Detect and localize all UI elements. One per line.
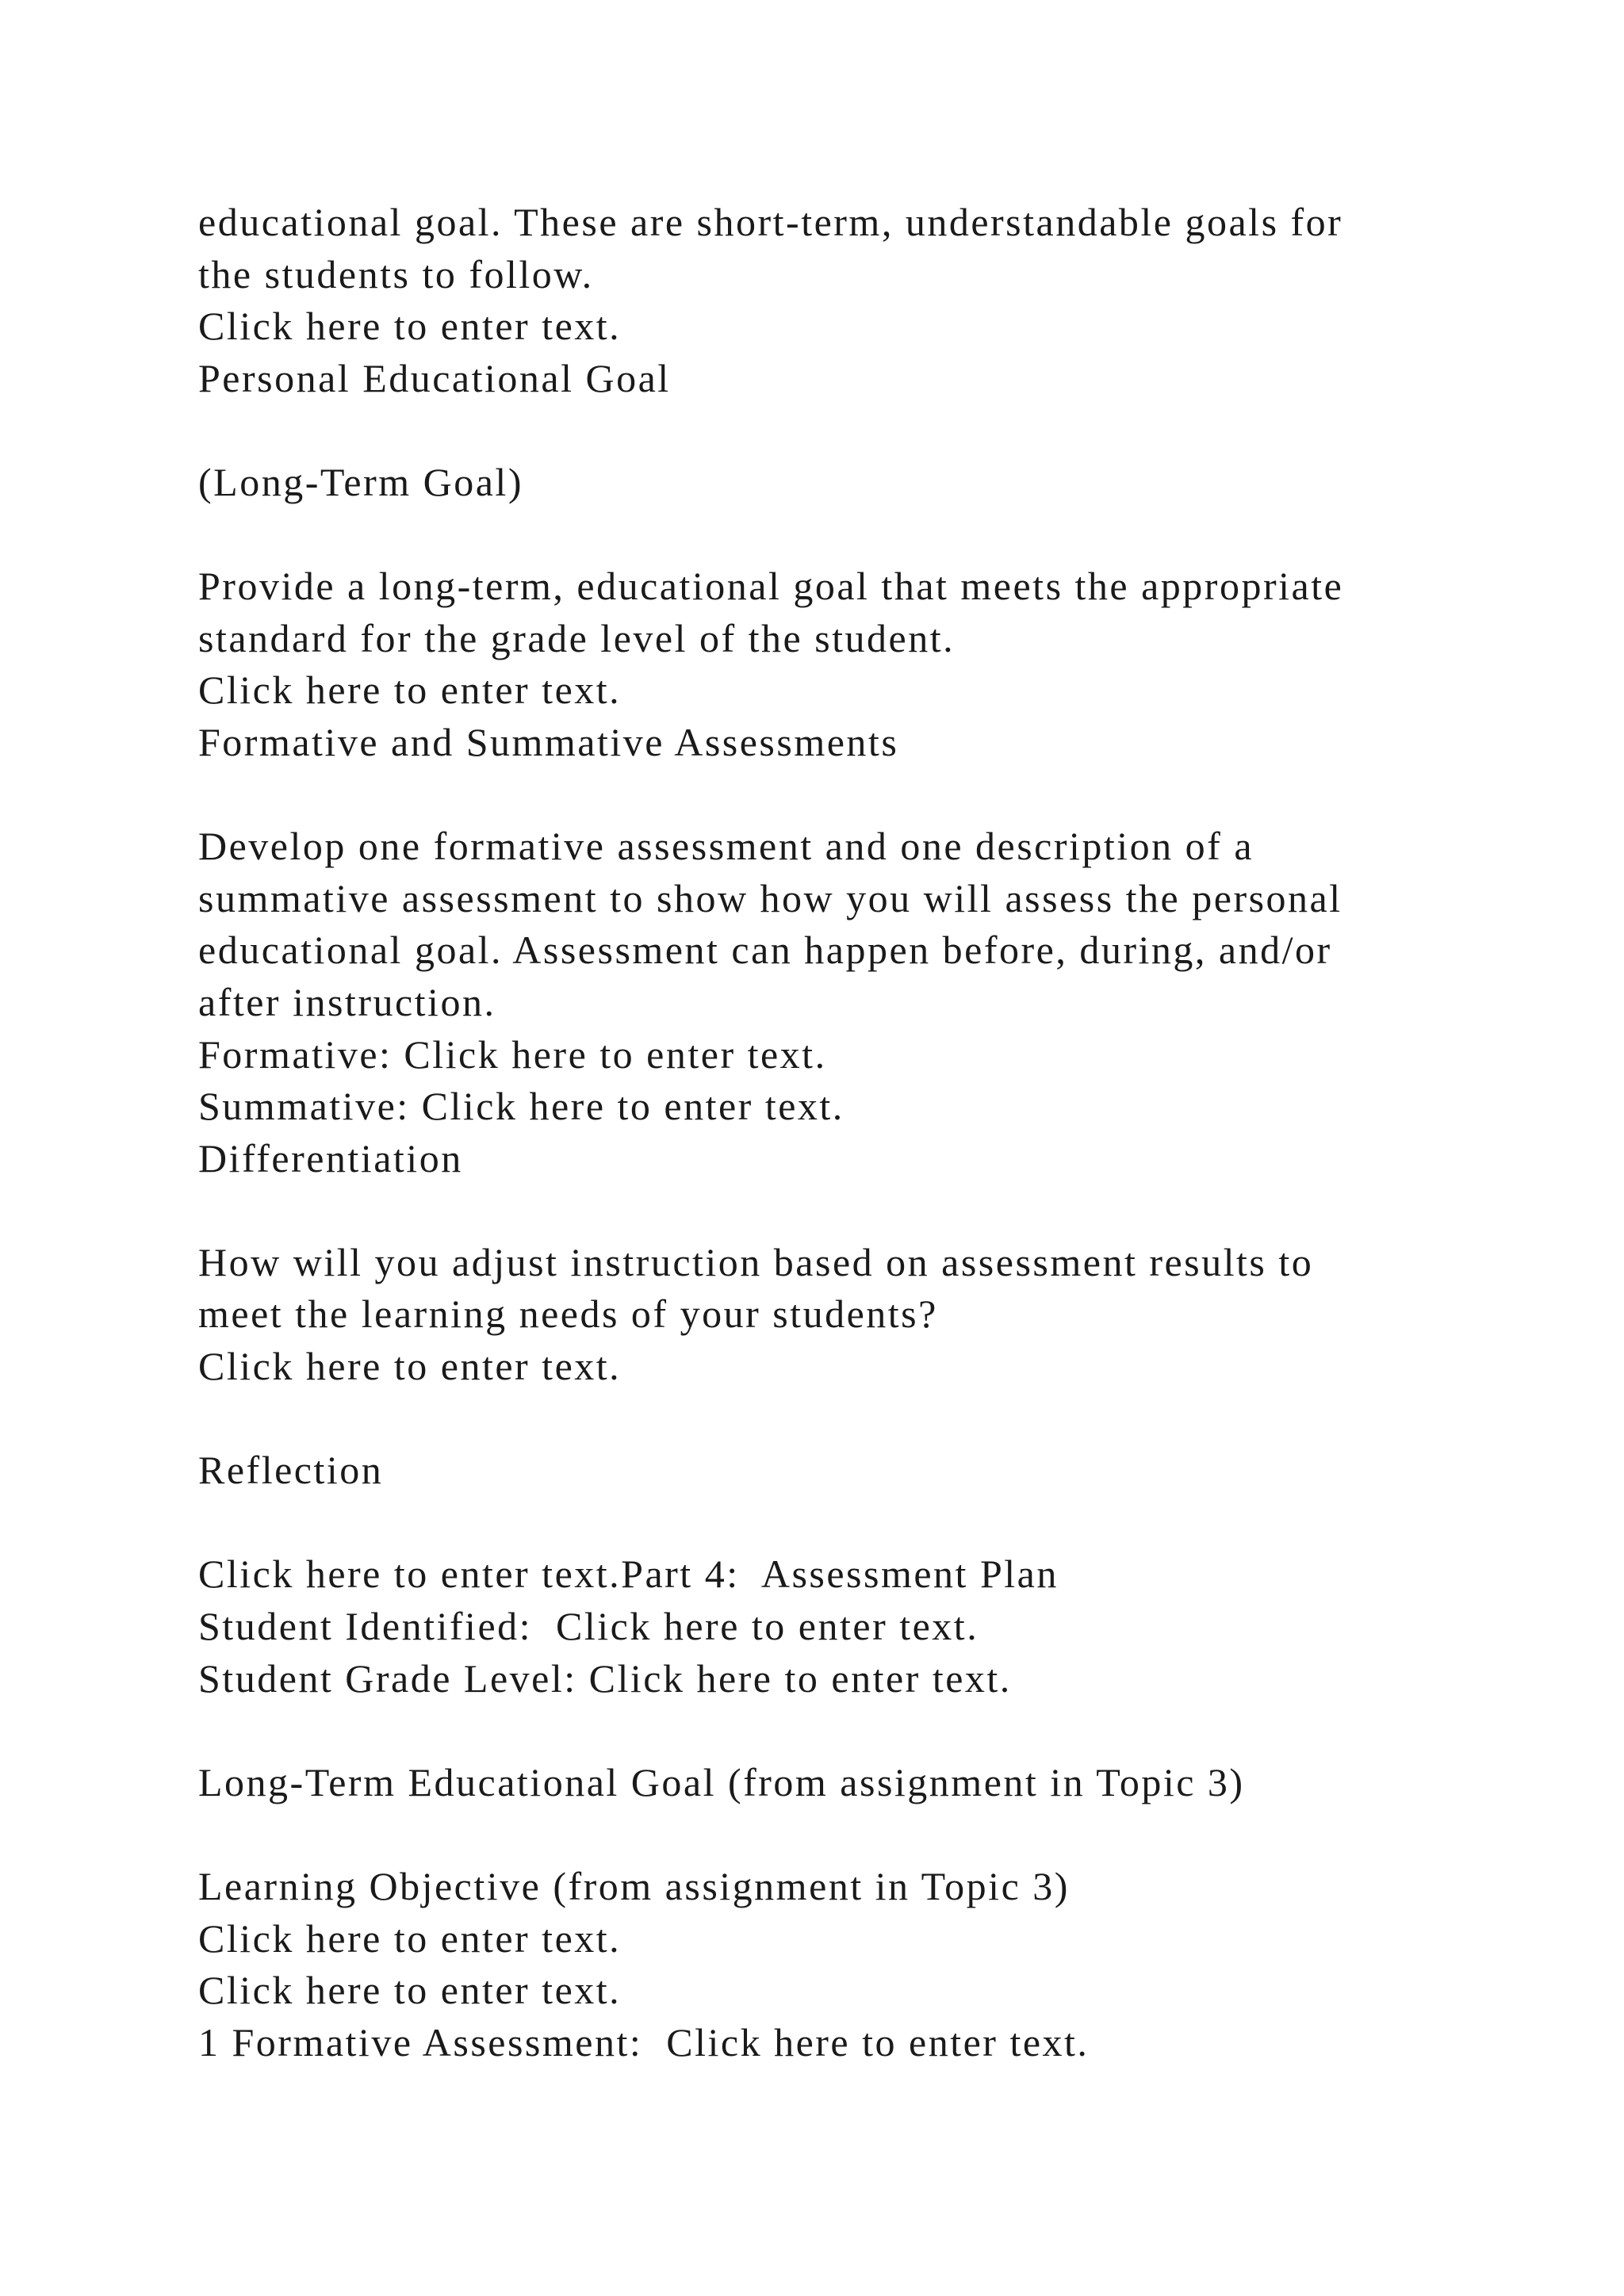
- body-text: educational goal. Assessment can happen before, during, and/or: [198, 928, 1332, 973]
- text-entry-field[interactable]: Click here to enter text.: [198, 668, 622, 713]
- blank-line: [198, 404, 1507, 457]
- blank-line: [198, 509, 1507, 561]
- section-heading-differentiation: Differentiation: [198, 1135, 463, 1181]
- formative-entry-field[interactable]: Formative: Click here to enter text.: [198, 1031, 827, 1077]
- blank-line: [198, 1808, 1507, 1861]
- body-text: meet the learning needs of your students?: [198, 1292, 938, 1337]
- section-heading-personal-educational-goal: Personal Educational Goal: [198, 355, 671, 400]
- blank-line: [198, 1184, 1507, 1237]
- student-identified-field[interactable]: Student Identified: Click here to enter text.: [198, 1604, 979, 1649]
- body-text: standard for the grade level of the student.: [198, 615, 956, 660]
- learning-objective-label: Learning Objective (from assignment in Topic 3): [198, 1864, 1070, 1908]
- student-grade-level-field[interactable]: Student Grade Level: Click here to enter text.: [198, 1655, 1012, 1701]
- section-subheading-long-term-goal: (Long-Term Goal): [198, 459, 523, 504]
- text-entry-field[interactable]: Click here to enter text.: [198, 1915, 622, 1961]
- blank-line: [198, 1393, 1507, 1445]
- body-text: How will you adjust instruction based on assessment results to: [198, 1239, 1314, 1284]
- document-page: [198, 197, 1507, 2068]
- body-text: educational goal. These are short-term, understandable goals for: [198, 200, 1343, 244]
- body-text: summative assessment to show how you will assess the personal: [198, 875, 1342, 920]
- long-term-goal-label: Long-Term Educational Goal (from assignment in Topic 3): [198, 1759, 1245, 1804]
- summative-entry-field[interactable]: Summative: Click here to enter text.: [198, 1084, 845, 1129]
- blank-line: [198, 1497, 1507, 1549]
- section-heading-assessments: Formative and Summative Assessments: [198, 719, 899, 764]
- text-entry-field[interactable]: Click here to enter text.: [198, 304, 622, 349]
- reflection-entry-field[interactable]: Click here to enter text.Part 4: Assessment Plan: [198, 1552, 1059, 1597]
- section-heading-reflection: Reflection: [198, 1448, 384, 1493]
- blank-line: [198, 769, 1507, 821]
- body-text: after instruction.: [198, 979, 496, 1024]
- body-text: Provide a long-term, educational goal that meets the appropriate: [198, 564, 1344, 609]
- blank-line: [198, 1705, 1507, 1757]
- text-entry-field[interactable]: Click here to enter text.: [198, 1968, 622, 2013]
- text-entry-field[interactable]: Click here to enter text.: [198, 1344, 622, 1389]
- body-text: the students to follow.: [198, 251, 594, 297]
- formative-assessment-entry-field[interactable]: 1 Formative Assessment: Click here to enter text.: [198, 2019, 1090, 2064]
- body-text: Develop one formative assessment and one description of a: [198, 824, 1254, 869]
